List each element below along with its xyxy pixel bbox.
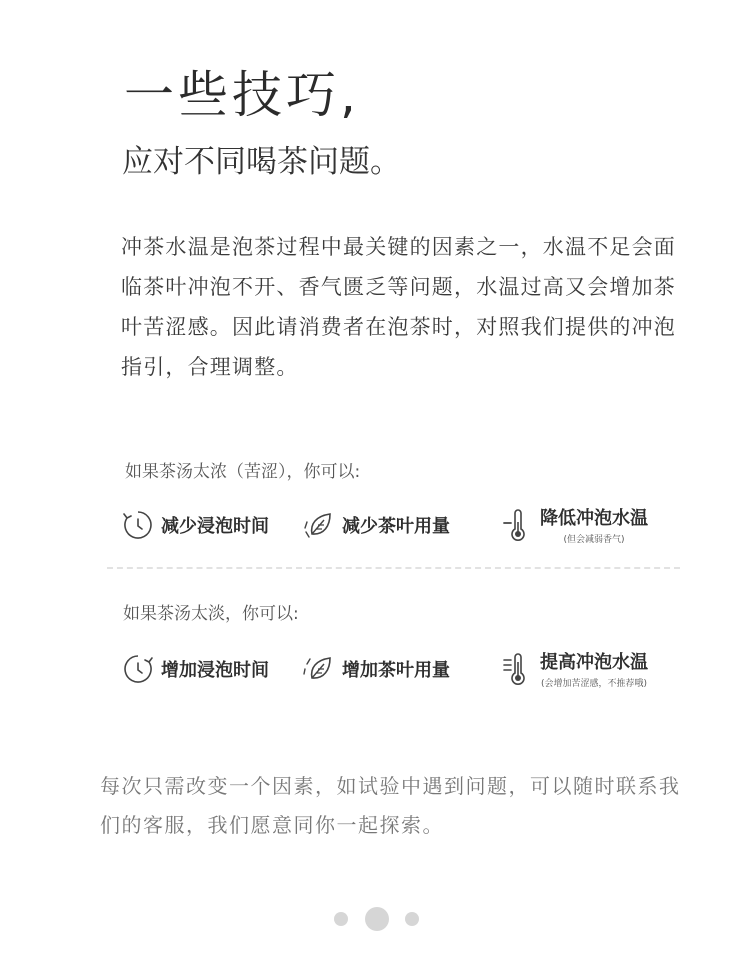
footer-paragraph: 每次只需改变一个因素，如试验中遇到问题，可以随时联系我们的客服，我们愿意同你一起探索。 xyxy=(100,774,681,837)
tip-reduce-steep-time xyxy=(121,508,269,542)
tip-label: 减少茶叶用量 xyxy=(342,516,450,537)
tip-label: 降低冲泡水温 xyxy=(540,508,648,529)
clock-minus-icon xyxy=(121,508,155,542)
tip-note: (但会减弱香气) xyxy=(563,535,625,545)
page-indicator xyxy=(0,906,750,932)
tip-label: 提高冲泡水温 xyxy=(540,652,648,673)
strong-tea-tips xyxy=(0,500,750,560)
thermometer-down-icon xyxy=(500,508,534,542)
intro-paragraph: 冲茶水温是泡茶过程中最关键的因素之一，水温不足会面临茶叶冲泡不开、香气匮乏等问题，水温过高又会增加茶叶苦涩感。因此请消费者在泡茶时，对照我们提供的冲泡指引，合理调整。 xyxy=(121,235,676,379)
leaf-minus-icon xyxy=(302,508,336,542)
page-title: 一些技巧, xyxy=(124,66,360,124)
tip-label: 减少浸泡时间 xyxy=(161,516,269,537)
page-subtitle: 应对不同喝茶问题。 xyxy=(122,144,401,180)
strong-tea-label: 如果茶汤太浓（苦涩），你可以: xyxy=(125,462,361,482)
thermometer-up-icon xyxy=(500,652,534,686)
page-dot-2-active[interactable] xyxy=(365,907,389,931)
section-divider xyxy=(107,567,680,569)
weak-tea-tips xyxy=(0,644,750,704)
tip-lower-water-temp xyxy=(500,504,648,545)
tip-raise-water-temp xyxy=(500,648,648,689)
tip-note: (会增加苦涩感，不推荐哦) xyxy=(540,679,648,689)
page-dot-3[interactable] xyxy=(405,912,419,926)
page-dot-1[interactable] xyxy=(334,912,348,926)
tip-reduce-leaf-amount xyxy=(302,508,450,542)
weak-tea-label: 如果茶汤太淡，你可以: xyxy=(123,604,299,624)
tip-label: 增加浸泡时间 xyxy=(161,660,269,681)
tip-label: 增加茶叶用量 xyxy=(342,660,450,681)
clock-plus-icon xyxy=(121,652,155,686)
tip-increase-leaf-amount xyxy=(302,652,450,686)
tip-increase-steep-time xyxy=(121,652,269,686)
leaf-plus-icon xyxy=(302,652,336,686)
